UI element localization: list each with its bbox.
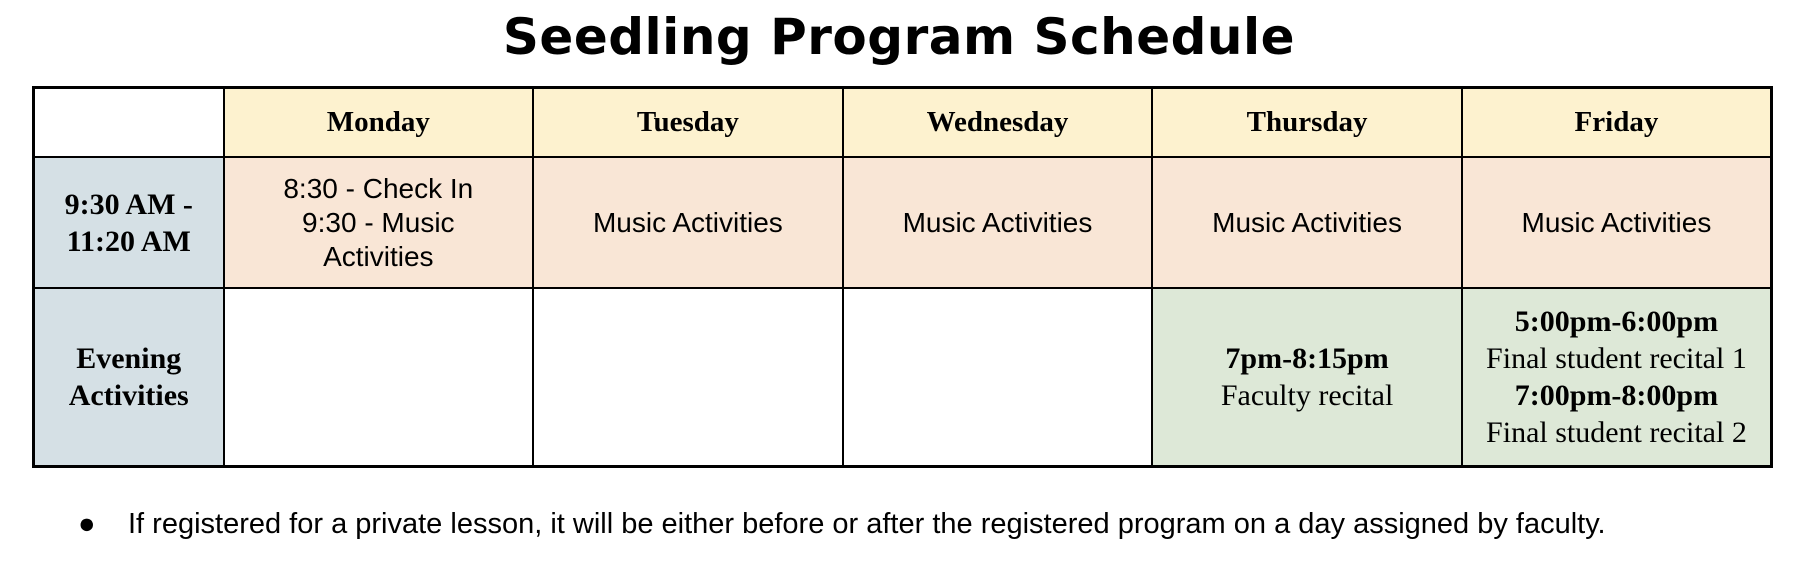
table-row-evening: [34, 288, 1772, 467]
event-time: 7pm-8:15pm: [1225, 342, 1389, 375]
note-list-item: [78, 508, 1606, 541]
day-header-tuesday: Tuesday: [533, 88, 843, 158]
cell-tuesday-morning: Music Activities: [533, 157, 843, 288]
cell-thursday-evening: [1152, 288, 1462, 467]
page-title: Seedling Program Schedule: [502, 8, 1296, 66]
table-row-morning: [34, 157, 1772, 288]
event-description: Faculty recital: [1220, 379, 1394, 412]
note-text: If registered for a private lesson, it will be either before or after the registered program on a day assigned by faculty.: [128, 508, 1606, 540]
day-header-thursday: Thursday: [1152, 88, 1462, 158]
cell-wednesday-morning: Music Activities: [843, 157, 1153, 288]
time-label-morning: 9:30 AM - 11:20 AM: [34, 157, 224, 288]
cell-thursday-morning: Music Activities: [1152, 157, 1462, 288]
corner-cell: [34, 88, 224, 158]
monday-line-2: 9:30 - Music: [302, 206, 455, 238]
day-header-wednesday: Wednesday: [843, 88, 1153, 158]
cell-monday-evening: [224, 288, 534, 467]
cell-tuesday-evening: [533, 288, 843, 467]
cell-friday-evening: [1462, 288, 1772, 467]
event-description: Final student recital 2: [1486, 416, 1747, 449]
cell-monday-morning: [224, 157, 534, 288]
event-time: 5:00pm-6:00pm: [1514, 305, 1719, 338]
event-description: Final student recital 1: [1486, 342, 1747, 375]
monday-line-1: 8:30 - Check In: [283, 172, 474, 204]
table-header-row: [34, 88, 1772, 158]
day-header-monday: Monday: [224, 88, 534, 158]
schedule-table: [32, 86, 1773, 468]
event-time: 7:00pm-8:00pm: [1514, 379, 1719, 412]
bullet-icon: ●: [78, 508, 96, 540]
day-header-friday: Friday: [1462, 88, 1772, 158]
cell-wednesday-evening: [843, 288, 1153, 467]
time-label-evening: Evening Activities: [34, 288, 224, 467]
cell-friday-morning: Music Activities: [1462, 157, 1772, 288]
monday-line-3: Activities: [323, 240, 434, 272]
